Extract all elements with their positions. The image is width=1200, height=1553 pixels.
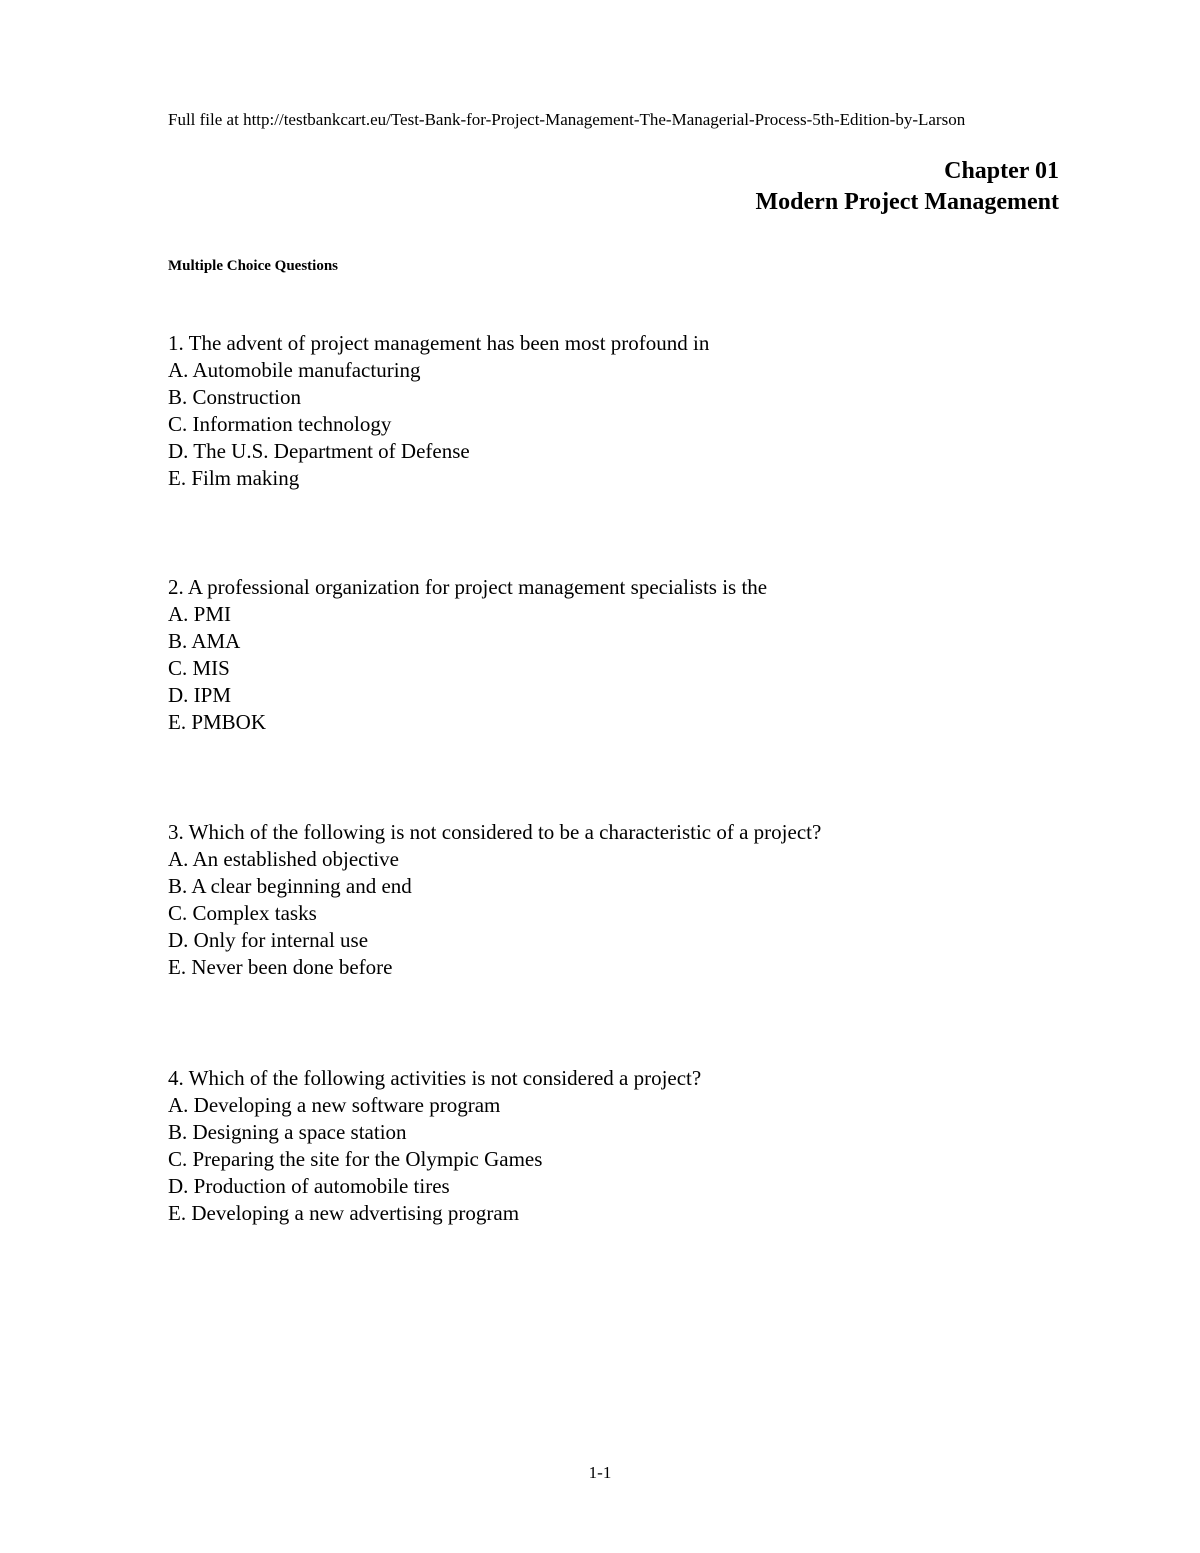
chapter-heading bbox=[756, 156, 1059, 218]
option-e: E. Film making bbox=[168, 466, 300, 490]
question-1 bbox=[168, 330, 1068, 492]
option-a: A. Automobile manufacturing bbox=[168, 358, 421, 382]
option-c: C. Preparing the site for the Olympic Games bbox=[168, 1147, 543, 1171]
option-b: B. AMA bbox=[168, 629, 241, 653]
question-text: 2. A professional organization for project management specialists is the bbox=[168, 575, 768, 599]
option-b: B. Construction bbox=[168, 385, 302, 409]
chapter-number: Chapter 01 bbox=[944, 158, 1059, 184]
question-text: 3. Which of the following is not considered to be a characteristic of a project? bbox=[168, 820, 822, 844]
question-4 bbox=[168, 1065, 1068, 1227]
question-text: 4. Which of the following activities is not considered a project? bbox=[168, 1066, 702, 1090]
option-d: D. Production of automobile tires bbox=[168, 1174, 450, 1198]
source-url-line: Full file at http://testbankcart.eu/Test-Bank-for-Project-Management-The-Managerial-Process-5th-Edition-by-Larson bbox=[168, 110, 966, 129]
option-c: C. MIS bbox=[168, 656, 230, 680]
option-c: C. Complex tasks bbox=[168, 901, 317, 925]
option-e: E. Developing a new advertising program bbox=[168, 1201, 520, 1225]
option-a: A. An established objective bbox=[168, 847, 399, 871]
question-2 bbox=[168, 574, 1068, 736]
question-3 bbox=[168, 819, 1068, 981]
option-b: B. A clear beginning and end bbox=[168, 874, 412, 898]
option-d: D. Only for internal use bbox=[168, 928, 369, 952]
option-a: A. PMI bbox=[168, 602, 232, 626]
chapter-title: Modern Project Management bbox=[755, 189, 1059, 215]
option-d: D. IPM bbox=[168, 683, 232, 707]
option-b: B. Designing a space station bbox=[168, 1120, 407, 1144]
page-number: 1-1 bbox=[588, 1463, 612, 1482]
option-d: D. The U.S. Department of Defense bbox=[168, 439, 470, 463]
option-e: E. Never been done before bbox=[168, 955, 393, 979]
option-e: E. PMBOK bbox=[168, 710, 267, 734]
section-heading: Multiple Choice Questions bbox=[168, 258, 339, 274]
option-c: C. Information technology bbox=[168, 412, 392, 436]
question-text: 1. The advent of project management has been most profound in bbox=[168, 331, 710, 355]
option-a: A. Developing a new software program bbox=[168, 1093, 501, 1117]
